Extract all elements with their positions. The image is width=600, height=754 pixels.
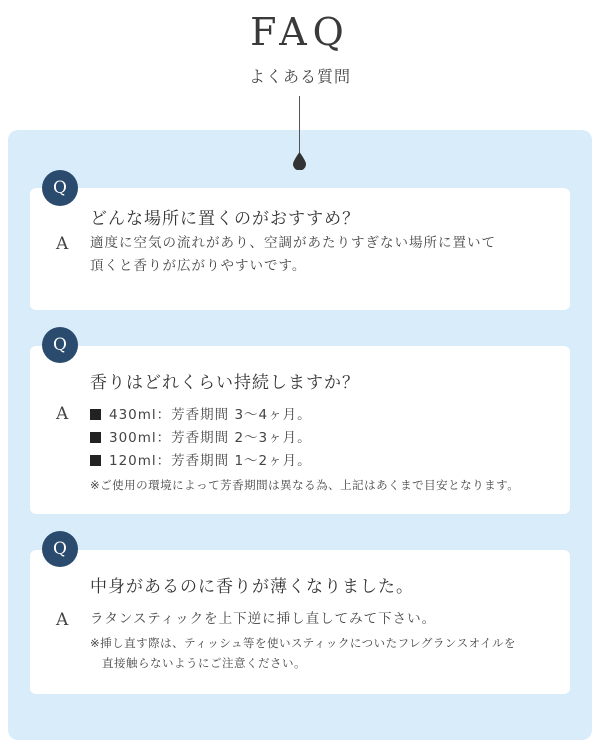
answer-3 [90,608,560,673]
answer-1-line-2: 頂くと香りが広がりやすいです。 [90,258,307,274]
q-badge-2: Q [42,327,78,363]
answer-2-note: ※ご使用の環境によって芳香期間は異なる為、上記はあくまで目安となります。 [90,478,520,492]
answer-1-line-1: 適度に空気の流れがあり、空調があたりすぎない場所に置いて [90,235,496,251]
question-2: 香りはどれくらい持続しますか？ [90,373,360,393]
answer-3-note-1: ※挿し直す際は、ティッシュ等を使いスティックについたフレグランスオイルを [90,636,516,650]
q-badge-1: Q [42,170,78,206]
a-label-1: A [56,234,69,254]
connector-line [299,96,300,156]
a-label-2: A [56,404,69,424]
answer-2-text-1: 430ml：芳香期間 3～4ヶ月。 [109,407,312,423]
a-label-3: A [56,610,69,630]
square-bullet-icon [90,432,101,443]
square-bullet-icon [90,455,101,466]
square-bullet-icon [90,409,101,420]
answer-2-line-1 [90,404,560,427]
answer-2-line-2 [90,427,560,450]
q-badge-3: Q [42,531,78,567]
question-3: 中身があるのに香りが薄くなりました。 [90,577,414,597]
answer-2-text-2: 300ml：芳香期間 2～3ヶ月。 [109,430,312,446]
answer-3-note-2: 直接触らないようにご注意ください。 [102,656,306,670]
answer-3-line-1: ラタンスティックを上下逆に挿し直してみて下さい。 [90,611,437,627]
question-1: どんな場所に置くのがおすすめ？ [90,209,361,229]
page-subtitle: よくある質問 [248,67,351,86]
answer-2 [90,404,560,495]
answer-1 [90,232,560,278]
page-title: FAQ [250,10,350,54]
answer-2-text-3: 120ml：芳香期間 1～2ヶ月。 [109,453,312,469]
drop-icon [293,152,306,170]
answer-2-line-3 [90,450,560,473]
